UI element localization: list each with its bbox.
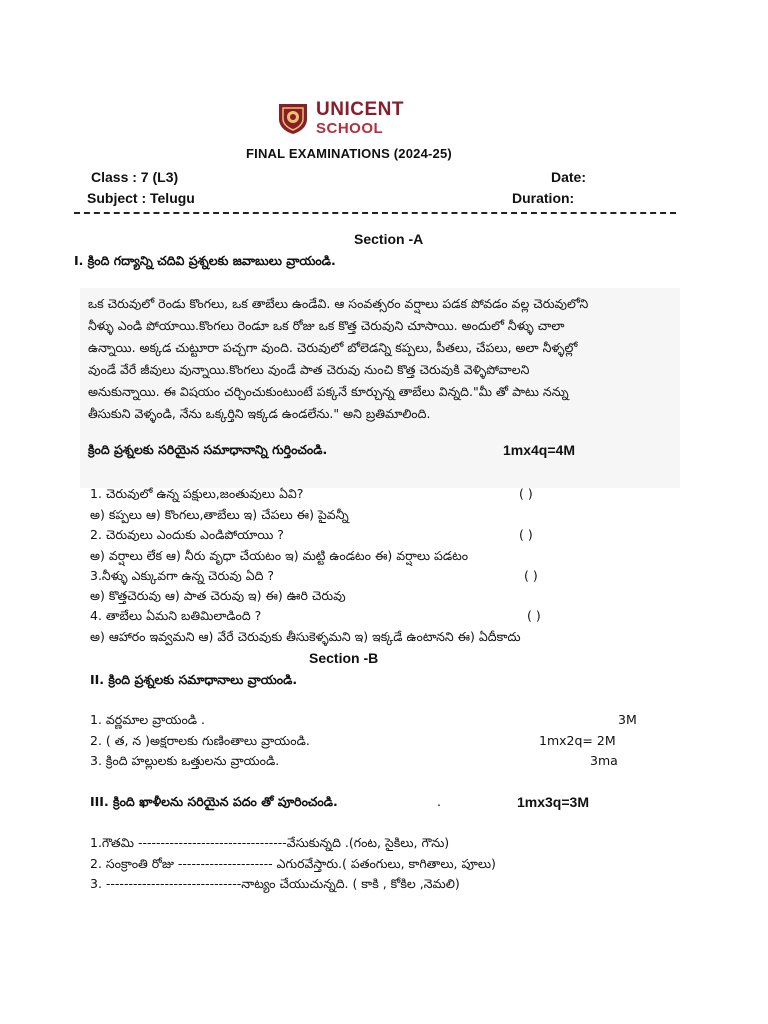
section-a-heading: Section -A	[354, 231, 424, 247]
answer-blank-2: ( )	[519, 527, 533, 542]
passage-line: అనుకున్నాయి. ఈ విషయం చర్చించుకుంటుంటే పక్కనే కూర్చున్న తాబేలు విన్నది."మీ తో పాటు నన్ను	[88, 384, 569, 399]
question-1: 1. చెరువులో ఉన్న పక్షులు,జంతువులు ఏవి?	[90, 486, 304, 501]
section-b-marks-2: 1mx2q= 2M	[539, 733, 616, 748]
logo-wordmark-bottom: SCHOOL	[316, 120, 384, 137]
passage	[88, 293, 688, 425]
date-label: Date:	[551, 169, 587, 185]
duration-label: Duration:	[512, 190, 575, 206]
section-b-item-3: 3. క్రింది హల్లులకు ఒత్తులను వ్రాయండి.	[90, 753, 280, 768]
fill-item-3: 3. ------------------------------నాట్యం చేయుచున్నది. ( కాకి , కోకిల ,నెమలి)	[90, 876, 460, 891]
passage-line: తీసుకుని వెళ్ళండి, నేను ఒక్కర్తిని ఇక్కడ ఉండలేను." అని బ్రతిమాలింది.	[88, 406, 431, 421]
options-4: అ) ఆహారం ఇవ్వమని ఆ) వేరే చెరువుకు తీసుకెళ్ళమని ఇ) ఇక్కడే ఉంటానని ఈ) ఏదీకాదు	[90, 629, 521, 644]
question-2: 2. చెరువులు ఎందుకు ఎండిపోయాయి ?	[90, 527, 284, 542]
instruction-number: II.	[90, 672, 105, 687]
section-b-marks-1: 3M	[618, 712, 637, 727]
subject-label: Subject : Telugu	[87, 190, 195, 206]
class-label: Class : 7 (L3)	[91, 169, 179, 185]
question-4: 4. తాబేలు ఏమని బతిమిలాడింది ?	[90, 608, 262, 623]
mcq-marks: 1mx4q=4M	[503, 442, 575, 458]
section-b-marks-3: 3ma	[590, 753, 618, 768]
crest-icon	[276, 101, 310, 135]
fill-text: క్రింది ఖాళీలను సరియైన పదం తో పూరించండి.	[108, 794, 338, 809]
mcq-instruction: క్రింది ప్రశ్నలకు సరియైన సమాధానాన్ని గుర్తించండి.	[88, 442, 328, 457]
passage-line: ఒక చెరువులో రెండు కొంగలు, ఒక తాబేలు ఉండేవి. ఆ సంవత్సరం వర్షాలు పడక పోవడం వల్ల చెరువులోని	[88, 296, 589, 311]
section-b-instruction	[90, 672, 297, 691]
section-b-item-1: 1. వర్ణమాల వ్రాయండి .	[90, 712, 205, 727]
fill-number: III.	[90, 794, 109, 809]
school-logo	[276, 100, 404, 136]
fill-dot: .	[437, 794, 441, 809]
fill-item-1: 1.గౌతమి ---------------------------------వేసుకున్నది .(గంట, సైకిలు, గౌను)	[90, 835, 450, 850]
section-b-heading: Section -B	[309, 650, 379, 666]
section-a-instruction: I. క్రింది గద్యాన్ని చదివి ప్రశ్నలకు జవాబులు వ్రాయండి.	[74, 253, 336, 268]
exam-title: FINAL EXAMINATIONS (2024-25)	[246, 146, 452, 161]
options-3: అ) కొత్తచెరువు ఆ) పాత చెరువు ఇ) ఈ) ఊరి చెరువు	[90, 588, 346, 603]
options-2: అ) వర్షాలు లేక ఆ) నీరు వృధా చేయటం ఇ) మట్టి ఉండటం ఈ) వర్షాలు పడటం	[90, 548, 469, 563]
passage-line: వుండే వేరే జీవులు వున్నాయి.కొంగలు వుండే పాత చెరువు నుంచి కొత్త చెరువుకి వెళ్ళిపోవాలని	[88, 362, 530, 377]
answer-blank-4: ( )	[527, 608, 541, 623]
passage-line: ఉన్నాయి. అక్కడ చుట్టూరా పచ్చగా వుంది. చెరువులో బోలెడన్ని కప్పలు, పీతలు, చేపలు, అలా నీళ్ళల్లో	[88, 340, 578, 355]
fill-marks: 1mx3q=3M	[517, 794, 589, 810]
passage-line: నీళ్ళు ఎండి పోయాయి.కొంగలు రెండూ ఒక రోజు ఒక కొత్త చెరువుని చూసాయి. అందులో నీళ్ళు చాలా	[88, 318, 565, 333]
answer-blank-1: ( )	[519, 486, 533, 501]
section-b-item-2: 2. ( త, న )అక్షరాలకు గుణింతాలు వ్రాయండి.	[90, 733, 310, 748]
fill-instruction	[90, 794, 338, 813]
fill-item-2: 2. సంక్రాంతి రోజు --------------------- ఎగురవేస్తారు.( పతంగులు, కాగితాలు, పూలు)	[90, 856, 496, 871]
options-1: అ) కప్పలు ఆ) కొంగలు,తాబేలు ఇ) చేపలు ఈ) పైవన్నీ	[90, 507, 349, 522]
question-3: 3.నీళ్ళు ఎక్కువగా ఉన్న చెరువు ఏది ?	[90, 568, 275, 583]
separator-line	[74, 212, 676, 216]
instruction-text: క్రింది ప్రశ్నలకు సమాధానాలు వ్రాయండి.	[104, 672, 298, 687]
answer-blank-3: ( )	[524, 568, 538, 583]
logo-wordmark-top: UNICENT	[316, 99, 404, 120]
